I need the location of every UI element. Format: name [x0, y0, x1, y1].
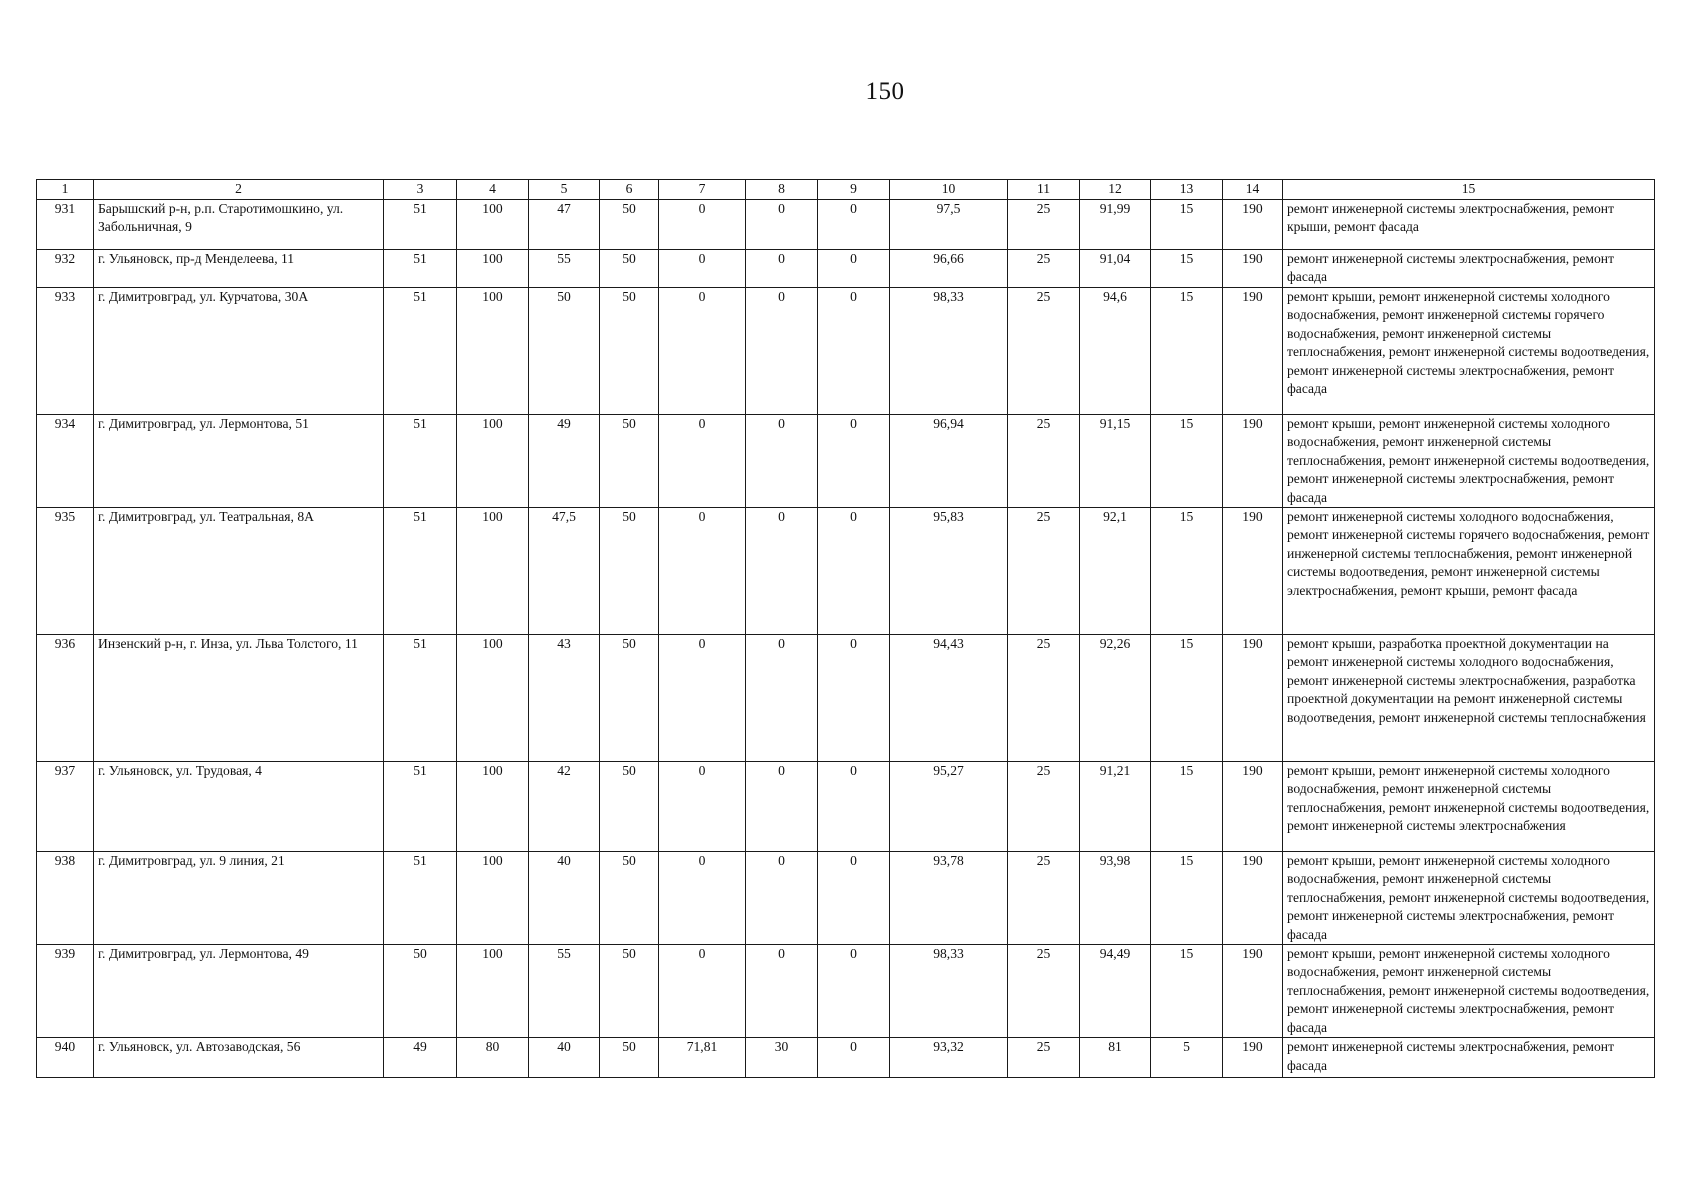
- value-cell: 50: [384, 945, 457, 1038]
- address-cell: Инзенский р-н, г. Инза, ул. Льва Толстого, 11: [94, 635, 384, 762]
- value-cell: 0: [818, 200, 890, 250]
- table-row: [37, 508, 1655, 635]
- value-cell: 51: [384, 852, 457, 945]
- row-number: 938: [37, 852, 94, 945]
- column-header-9: 9: [818, 180, 890, 200]
- row-number: 933: [37, 288, 94, 415]
- value-cell: 0: [746, 635, 818, 762]
- value-cell: 25: [1008, 508, 1080, 635]
- value-cell: 93,78: [890, 852, 1008, 945]
- value-cell: 0: [659, 250, 746, 288]
- value-cell: 91,21: [1080, 762, 1151, 852]
- value-cell: 15: [1151, 762, 1223, 852]
- value-cell: 25: [1008, 250, 1080, 288]
- address-cell: г. Димитровград, ул. Театральная, 8А: [94, 508, 384, 635]
- value-cell: 0: [746, 508, 818, 635]
- value-cell: 25: [1008, 200, 1080, 250]
- value-cell: 43: [529, 635, 600, 762]
- table-row: [37, 762, 1655, 852]
- value-cell: 100: [457, 288, 529, 415]
- value-cell: 25: [1008, 288, 1080, 415]
- value-cell: 50: [600, 200, 659, 250]
- value-cell: 100: [457, 852, 529, 945]
- value-cell: 50: [600, 945, 659, 1038]
- value-cell: 98,33: [890, 945, 1008, 1038]
- value-cell: 51: [384, 200, 457, 250]
- value-cell: 0: [818, 635, 890, 762]
- works-description-cell: ремонт крыши, разработка проектной документации на ремонт инженерной системы холодного водоснабжения, ремонт инженерной системы электроснабжения, разработка проектной документации на ремонт инженерной системы водоотведения, ремонт инженерной системы теплоснабжения: [1283, 635, 1655, 762]
- value-cell: 15: [1151, 852, 1223, 945]
- value-cell: 55: [529, 945, 600, 1038]
- value-cell: 95,83: [890, 508, 1008, 635]
- value-cell: 15: [1151, 635, 1223, 762]
- table-row: [37, 250, 1655, 288]
- column-header-2: 2: [94, 180, 384, 200]
- column-header-3: 3: [384, 180, 457, 200]
- row-number: 932: [37, 250, 94, 288]
- value-cell: 190: [1223, 852, 1283, 945]
- value-cell: 93,32: [890, 1038, 1008, 1078]
- value-cell: 0: [659, 852, 746, 945]
- value-cell: 25: [1008, 415, 1080, 508]
- works-description-cell: ремонт инженерной системы холодного водоснабжения, ремонт инженерной системы горячего водоснабжения, ремонт инженерной системы теплоснабжения, ремонт инженерной системы водоотведения, ремонт инженерной системы электроснабжения, ремонт крыши, ремонт фасада: [1283, 508, 1655, 635]
- row-number: 934: [37, 415, 94, 508]
- table-row: [37, 415, 1655, 508]
- value-cell: 95,27: [890, 762, 1008, 852]
- column-header-6: 6: [600, 180, 659, 200]
- column-header-12: 12: [1080, 180, 1151, 200]
- column-header-13: 13: [1151, 180, 1223, 200]
- value-cell: 15: [1151, 508, 1223, 635]
- value-cell: 100: [457, 635, 529, 762]
- table-row: [37, 200, 1655, 250]
- address-cell: г. Димитровград, ул. Лермонтова, 49: [94, 945, 384, 1038]
- value-cell: 190: [1223, 288, 1283, 415]
- column-header-7: 7: [659, 180, 746, 200]
- value-cell: 0: [659, 415, 746, 508]
- row-number: 931: [37, 200, 94, 250]
- page-number: 150: [865, 78, 905, 105]
- value-cell: 71,81: [659, 1038, 746, 1078]
- table-row: [37, 635, 1655, 762]
- value-cell: 5: [1151, 1038, 1223, 1078]
- value-cell: 100: [457, 508, 529, 635]
- column-header-10: 10: [890, 180, 1008, 200]
- value-cell: 0: [818, 288, 890, 415]
- value-cell: 190: [1223, 635, 1283, 762]
- address-cell: г. Ульяновск, ул. Автозаводская, 56: [94, 1038, 384, 1078]
- row-number: 936: [37, 635, 94, 762]
- value-cell: 25: [1008, 1038, 1080, 1078]
- value-cell: 97,5: [890, 200, 1008, 250]
- row-number: 937: [37, 762, 94, 852]
- value-cell: 47,5: [529, 508, 600, 635]
- value-cell: 42: [529, 762, 600, 852]
- value-cell: 190: [1223, 1038, 1283, 1078]
- value-cell: 25: [1008, 852, 1080, 945]
- value-cell: 81: [1080, 1038, 1151, 1078]
- repair-register-table: [36, 179, 1655, 1078]
- value-cell: 0: [659, 635, 746, 762]
- value-cell: 51: [384, 415, 457, 508]
- value-cell: 49: [529, 415, 600, 508]
- value-cell: 0: [746, 945, 818, 1038]
- address-cell: г. Димитровград, ул. 9 линия, 21: [94, 852, 384, 945]
- value-cell: 0: [746, 762, 818, 852]
- value-cell: 55: [529, 250, 600, 288]
- column-header-11: 11: [1008, 180, 1080, 200]
- value-cell: 51: [384, 635, 457, 762]
- value-cell: 98,33: [890, 288, 1008, 415]
- value-cell: 25: [1008, 762, 1080, 852]
- row-number: 935: [37, 508, 94, 635]
- value-cell: 96,66: [890, 250, 1008, 288]
- value-cell: 51: [384, 250, 457, 288]
- value-cell: 0: [818, 762, 890, 852]
- works-description-cell: ремонт инженерной системы электроснабжения, ремонт крыши, ремонт фасада: [1283, 200, 1655, 250]
- works-description-cell: ремонт крыши, ремонт инженерной системы холодного водоснабжения, ремонт инженерной системы теплоснабжения, ремонт инженерной системы водоотведения, ремонт инженерной системы электроснабжения, ремонт фасада: [1283, 415, 1655, 508]
- value-cell: 25: [1008, 945, 1080, 1038]
- table-row: [37, 1038, 1655, 1078]
- works-description-cell: ремонт инженерной системы электроснабжения, ремонт фасада: [1283, 1038, 1655, 1078]
- value-cell: 50: [600, 415, 659, 508]
- value-cell: 0: [746, 852, 818, 945]
- value-cell: 0: [659, 945, 746, 1038]
- table-row: [37, 288, 1655, 415]
- value-cell: 0: [818, 250, 890, 288]
- table-row: [37, 852, 1655, 945]
- column-header-15: 15: [1283, 180, 1655, 200]
- value-cell: 51: [384, 288, 457, 415]
- address-cell: г. Димитровград, ул. Лермонтова, 51: [94, 415, 384, 508]
- value-cell: 0: [659, 508, 746, 635]
- value-cell: 49: [384, 1038, 457, 1078]
- works-description-cell: ремонт крыши, ремонт инженерной системы холодного водоснабжения, ремонт инженерной системы теплоснабжения, ремонт инженерной системы водоотведения, ремонт инженерной системы электроснабжения, ремонт фасада: [1283, 852, 1655, 945]
- value-cell: 100: [457, 945, 529, 1038]
- value-cell: 50: [600, 852, 659, 945]
- address-cell: г. Димитровград, ул. Курчатова, 30А: [94, 288, 384, 415]
- row-number: 939: [37, 945, 94, 1038]
- value-cell: 50: [600, 508, 659, 635]
- value-cell: 91,99: [1080, 200, 1151, 250]
- value-cell: 96,94: [890, 415, 1008, 508]
- value-cell: 190: [1223, 945, 1283, 1038]
- column-header-14: 14: [1223, 180, 1283, 200]
- value-cell: 15: [1151, 945, 1223, 1038]
- value-cell: 15: [1151, 288, 1223, 415]
- value-cell: 0: [818, 508, 890, 635]
- works-description-cell: ремонт крыши, ремонт инженерной системы холодного водоснабжения, ремонт инженерной системы теплоснабжения, ремонт инженерной системы водоотведения, ремонт инженерной системы электроснабжения, ремонт фасада: [1283, 945, 1655, 1038]
- value-cell: 93,98: [1080, 852, 1151, 945]
- value-cell: 50: [600, 635, 659, 762]
- value-cell: 0: [818, 945, 890, 1038]
- value-cell: 47: [529, 200, 600, 250]
- value-cell: 50: [529, 288, 600, 415]
- column-header-1: 1: [37, 180, 94, 200]
- address-cell: г. Ульяновск, пр-д Менделеева, 11: [94, 250, 384, 288]
- value-cell: 91,04: [1080, 250, 1151, 288]
- value-cell: 15: [1151, 250, 1223, 288]
- value-cell: 94,49: [1080, 945, 1151, 1038]
- value-cell: 92,1: [1080, 508, 1151, 635]
- value-cell: 50: [600, 250, 659, 288]
- value-cell: 0: [659, 762, 746, 852]
- value-cell: 0: [659, 200, 746, 250]
- value-cell: 40: [529, 1038, 600, 1078]
- value-cell: 50: [600, 762, 659, 852]
- address-cell: г. Ульяновск, ул. Трудовая, 4: [94, 762, 384, 852]
- value-cell: 100: [457, 200, 529, 250]
- value-cell: 100: [457, 415, 529, 508]
- works-description-cell: ремонт крыши, ремонт инженерной системы холодного водоснабжения, ремонт инженерной системы теплоснабжения, ремонт инженерной системы водоотведения, ремонт инженерной системы электроснабжения: [1283, 762, 1655, 852]
- value-cell: 50: [600, 1038, 659, 1078]
- value-cell: 0: [746, 288, 818, 415]
- value-cell: 51: [384, 508, 457, 635]
- value-cell: 100: [457, 250, 529, 288]
- row-number: 940: [37, 1038, 94, 1078]
- value-cell: 92,26: [1080, 635, 1151, 762]
- value-cell: 0: [818, 852, 890, 945]
- value-cell: 15: [1151, 200, 1223, 250]
- value-cell: 100: [457, 762, 529, 852]
- column-header-5: 5: [529, 180, 600, 200]
- value-cell: 190: [1223, 415, 1283, 508]
- table-row: [37, 945, 1655, 1038]
- value-cell: 0: [746, 250, 818, 288]
- header-row: [37, 180, 1655, 200]
- column-header-4: 4: [457, 180, 529, 200]
- value-cell: 15: [1151, 415, 1223, 508]
- value-cell: 190: [1223, 762, 1283, 852]
- value-cell: 91,15: [1080, 415, 1151, 508]
- value-cell: 51: [384, 762, 457, 852]
- value-cell: 40: [529, 852, 600, 945]
- column-header-8: 8: [746, 180, 818, 200]
- value-cell: 0: [746, 200, 818, 250]
- value-cell: 190: [1223, 200, 1283, 250]
- value-cell: 0: [818, 415, 890, 508]
- works-description-cell: ремонт инженерной системы электроснабжения, ремонт фасада: [1283, 250, 1655, 288]
- value-cell: 80: [457, 1038, 529, 1078]
- address-cell: Барышский р-н, р.п. Старотимошкино, ул. Забольничная, 9: [94, 200, 384, 250]
- value-cell: 0: [746, 415, 818, 508]
- value-cell: 0: [818, 1038, 890, 1078]
- value-cell: 50: [600, 288, 659, 415]
- value-cell: 0: [659, 288, 746, 415]
- value-cell: 25: [1008, 635, 1080, 762]
- value-cell: 190: [1223, 508, 1283, 635]
- value-cell: 30: [746, 1038, 818, 1078]
- value-cell: 94,6: [1080, 288, 1151, 415]
- works-description-cell: ремонт крыши, ремонт инженерной системы холодного водоснабжения, ремонт инженерной системы горячего водоснабжения, ремонт инженерной системы теплоснабжения, ремонт инженерной системы водоотведения, ремонт инженерной системы электроснабжения, ремонт фасада: [1283, 288, 1655, 415]
- value-cell: 94,43: [890, 635, 1008, 762]
- value-cell: 190: [1223, 250, 1283, 288]
